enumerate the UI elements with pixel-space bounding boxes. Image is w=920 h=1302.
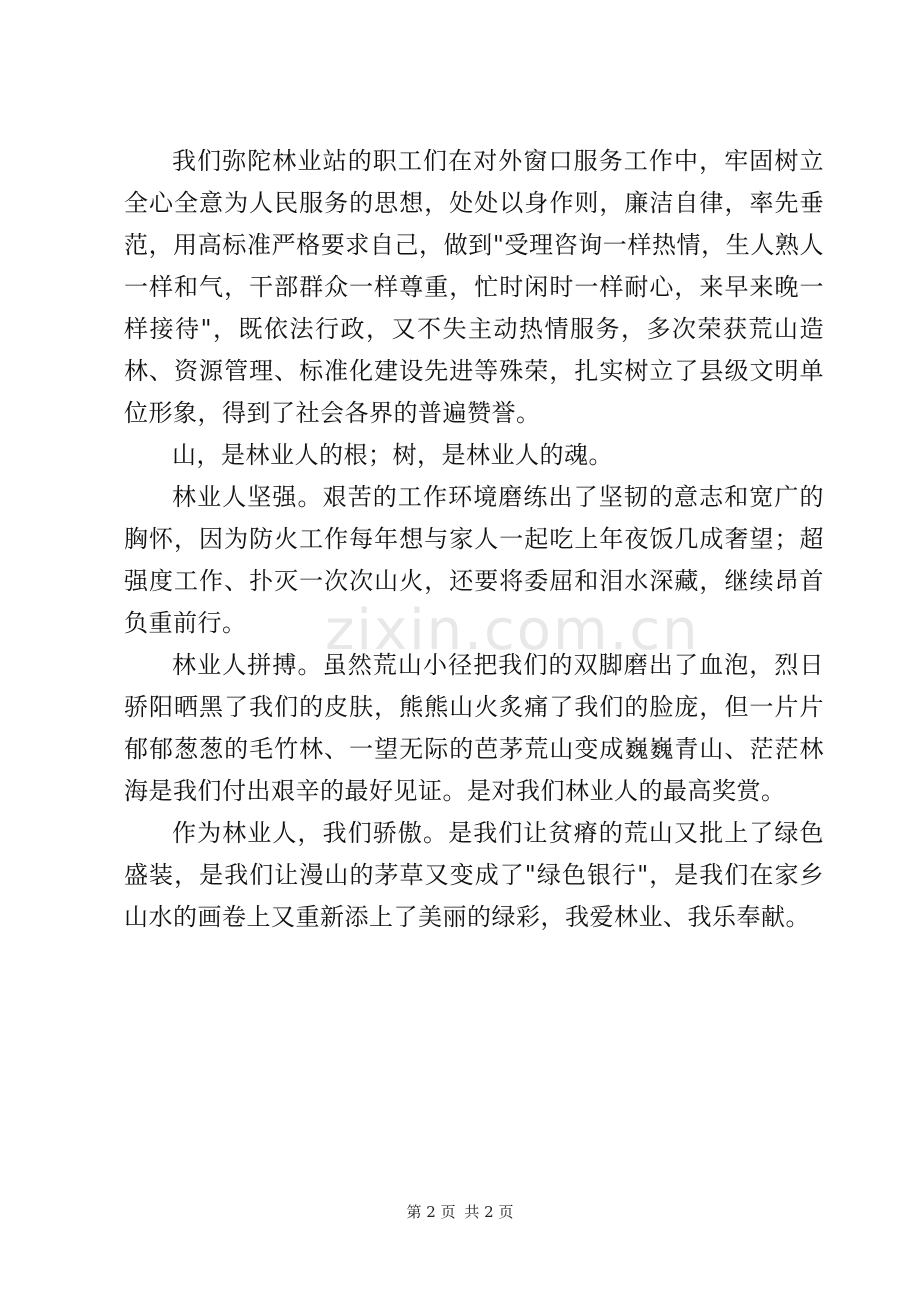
watermark: zixin.com.cn [325,598,700,663]
paragraph-5: 作为林业人，我们骄傲。是我们让贫瘠的荒山又批上了绿色盛装，是我们让漫山的茅草又变成了"绿色银行"，是我们在家乡山水的画卷上又重新添上了美丽的绿彩，我爱林业、我乐奉献。 [124,819,824,931]
page-footer [0,1201,920,1222]
paragraph-2: 山，是林业人的根；树，是林业人的魂。 [172,441,613,469]
paragraph-3: 林业人坚强。艰苦的工作环境磨练出了坚韧的意志和宽广的胸怀，因为防火工作每年想与家人一起吃上年夜饭几成奢望；超强度工作、扑灭一次次山火，还要将委屈和泪水深藏，继续昂首负重前行。 [124,483,824,637]
paragraph-1: 我们弥陀林业站的职工们在对外窗口服务工作中，牢固树立全心全意为人民服务的思想，处处以身作则，廉洁自律，率先垂范，用高标准严格要求自己，做到"受理咨询一样热情，生人熟人一样和气，干部群众一样尊重，忙时闲时一样耐心，来早来晚一样接待"，既依法行政，又不失主动热情服务，多次荣获荒山造林、资源管理、标准化建设先进等殊荣，扎实树立了县级文明单位形象，得到了社会各界的普遍赞誉。 [124,147,824,427]
page-total: 共 2 页 [464,1203,514,1221]
paragraph-4: 林业人拼搏。虽然荒山小径把我们的双脚磨出了血泡，烈日骄阳晒黑了我们的皮肤，熊熊山火炙痛了我们的脸庞，但一片片郁郁葱葱的毛竹林、一望无际的芭茅荒山变成巍巍青山、茫茫林海是我们付出艰辛的最好见证。是对我们林业人的最高奖赏。 [124,651,824,805]
page-number: 第 2 页 [406,1203,456,1221]
document-body [124,140,824,938]
